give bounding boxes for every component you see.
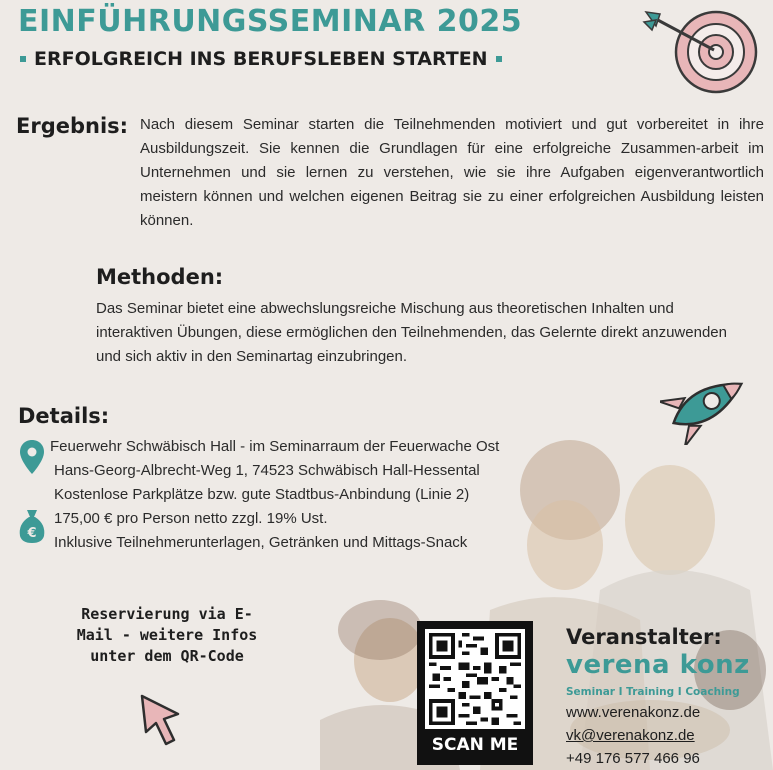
details-location-line2: Hans-Georg-Albrecht-Weg 1, 74523 Schwäbisch Hall-Hessental [54, 462, 480, 479]
organizer-website-link[interactable]: www.verenakonz.de [566, 704, 701, 721]
details-location-line1: Feuerwehr Schwäbisch Hall - im Seminarraum der Feuerwache Ost [50, 438, 500, 455]
subtitle-text: ERFOLGREICH INS BERUFSLEBEN STARTEN [34, 48, 488, 70]
rocket-icon [660, 360, 760, 445]
qr-code[interactable] [425, 629, 525, 729]
reservation-note [52, 604, 282, 667]
location-pin-icon [20, 440, 44, 474]
bullet-square-right [496, 56, 502, 62]
qr-code-pattern [429, 633, 521, 725]
methoden-heading: Methoden: [96, 265, 224, 289]
group-photo [320, 430, 773, 770]
details-price-line1: 175,00 € pro Person netto zzgl. 19% Ust. [54, 510, 328, 527]
money-bag-symbol: € [27, 526, 37, 541]
bullet-square-left [20, 56, 26, 62]
reservation-line1: Reservierung via E- [81, 605, 253, 623]
cursor-arrow-icon [138, 692, 188, 750]
methoden-text: Das Seminar bietet eine abwechslungsreiche Mischung aus theoretischen Inhalten und interaktiven Übungen, diese ermöglichen den Teilnehmenden, das Gelernte direkt anzuwenden und sich aktiv in den Seminartag einzubringen. [96, 300, 727, 365]
organizer-tagline: Seminar I Training I Coaching [566, 686, 740, 698]
organizer-brand: verena konz [566, 650, 750, 680]
ergebnis-text: Nach diesem Seminar starten die Teilnehmenden motiviert und gut vorbereitet in ihre Ausbildungszeit. Sie kennen die Grundlagen für eine erfolgreiche Zusammen-arbeit im Unternehmen und sie lernen zu verstehen, wie sie ihre Aufgaben eigenverantwortlich meistern können und welchen eigenen Beitrag sie zu einer erfolgreichen Ausbildung leisten können. [140, 116, 764, 229]
details-location-line3: Kostenlose Parkplätze bzw. gute Stadtbus-Anbindung (Linie 2) [54, 486, 470, 503]
organizer-email-link[interactable]: vk@verenakonz.de [566, 727, 695, 744]
ergebnis-heading: Ergebnis: [16, 114, 129, 138]
reservation-line2: Mail - weitere Infos [76, 626, 258, 644]
page-subtitle [20, 48, 502, 70]
target-arrow-icon [638, 8, 758, 98]
details-price-line2: Inklusive Teilnehmerunterlagen, Getränken und Mittags-Snack [54, 534, 468, 551]
page-title: EINFÜHRUNGSSEMINAR 2025 [18, 4, 523, 39]
organizer-phone: +49 176 577 466 96 [566, 750, 700, 767]
details-heading: Details: [18, 404, 110, 428]
reservation-line3: unter dem QR-Code [90, 647, 244, 665]
organizer-label: Veranstalter: [566, 625, 722, 649]
qr-code-card[interactable] [417, 621, 533, 765]
qr-scan-caption: SCAN ME [431, 735, 519, 755]
money-bag-icon [18, 508, 46, 544]
